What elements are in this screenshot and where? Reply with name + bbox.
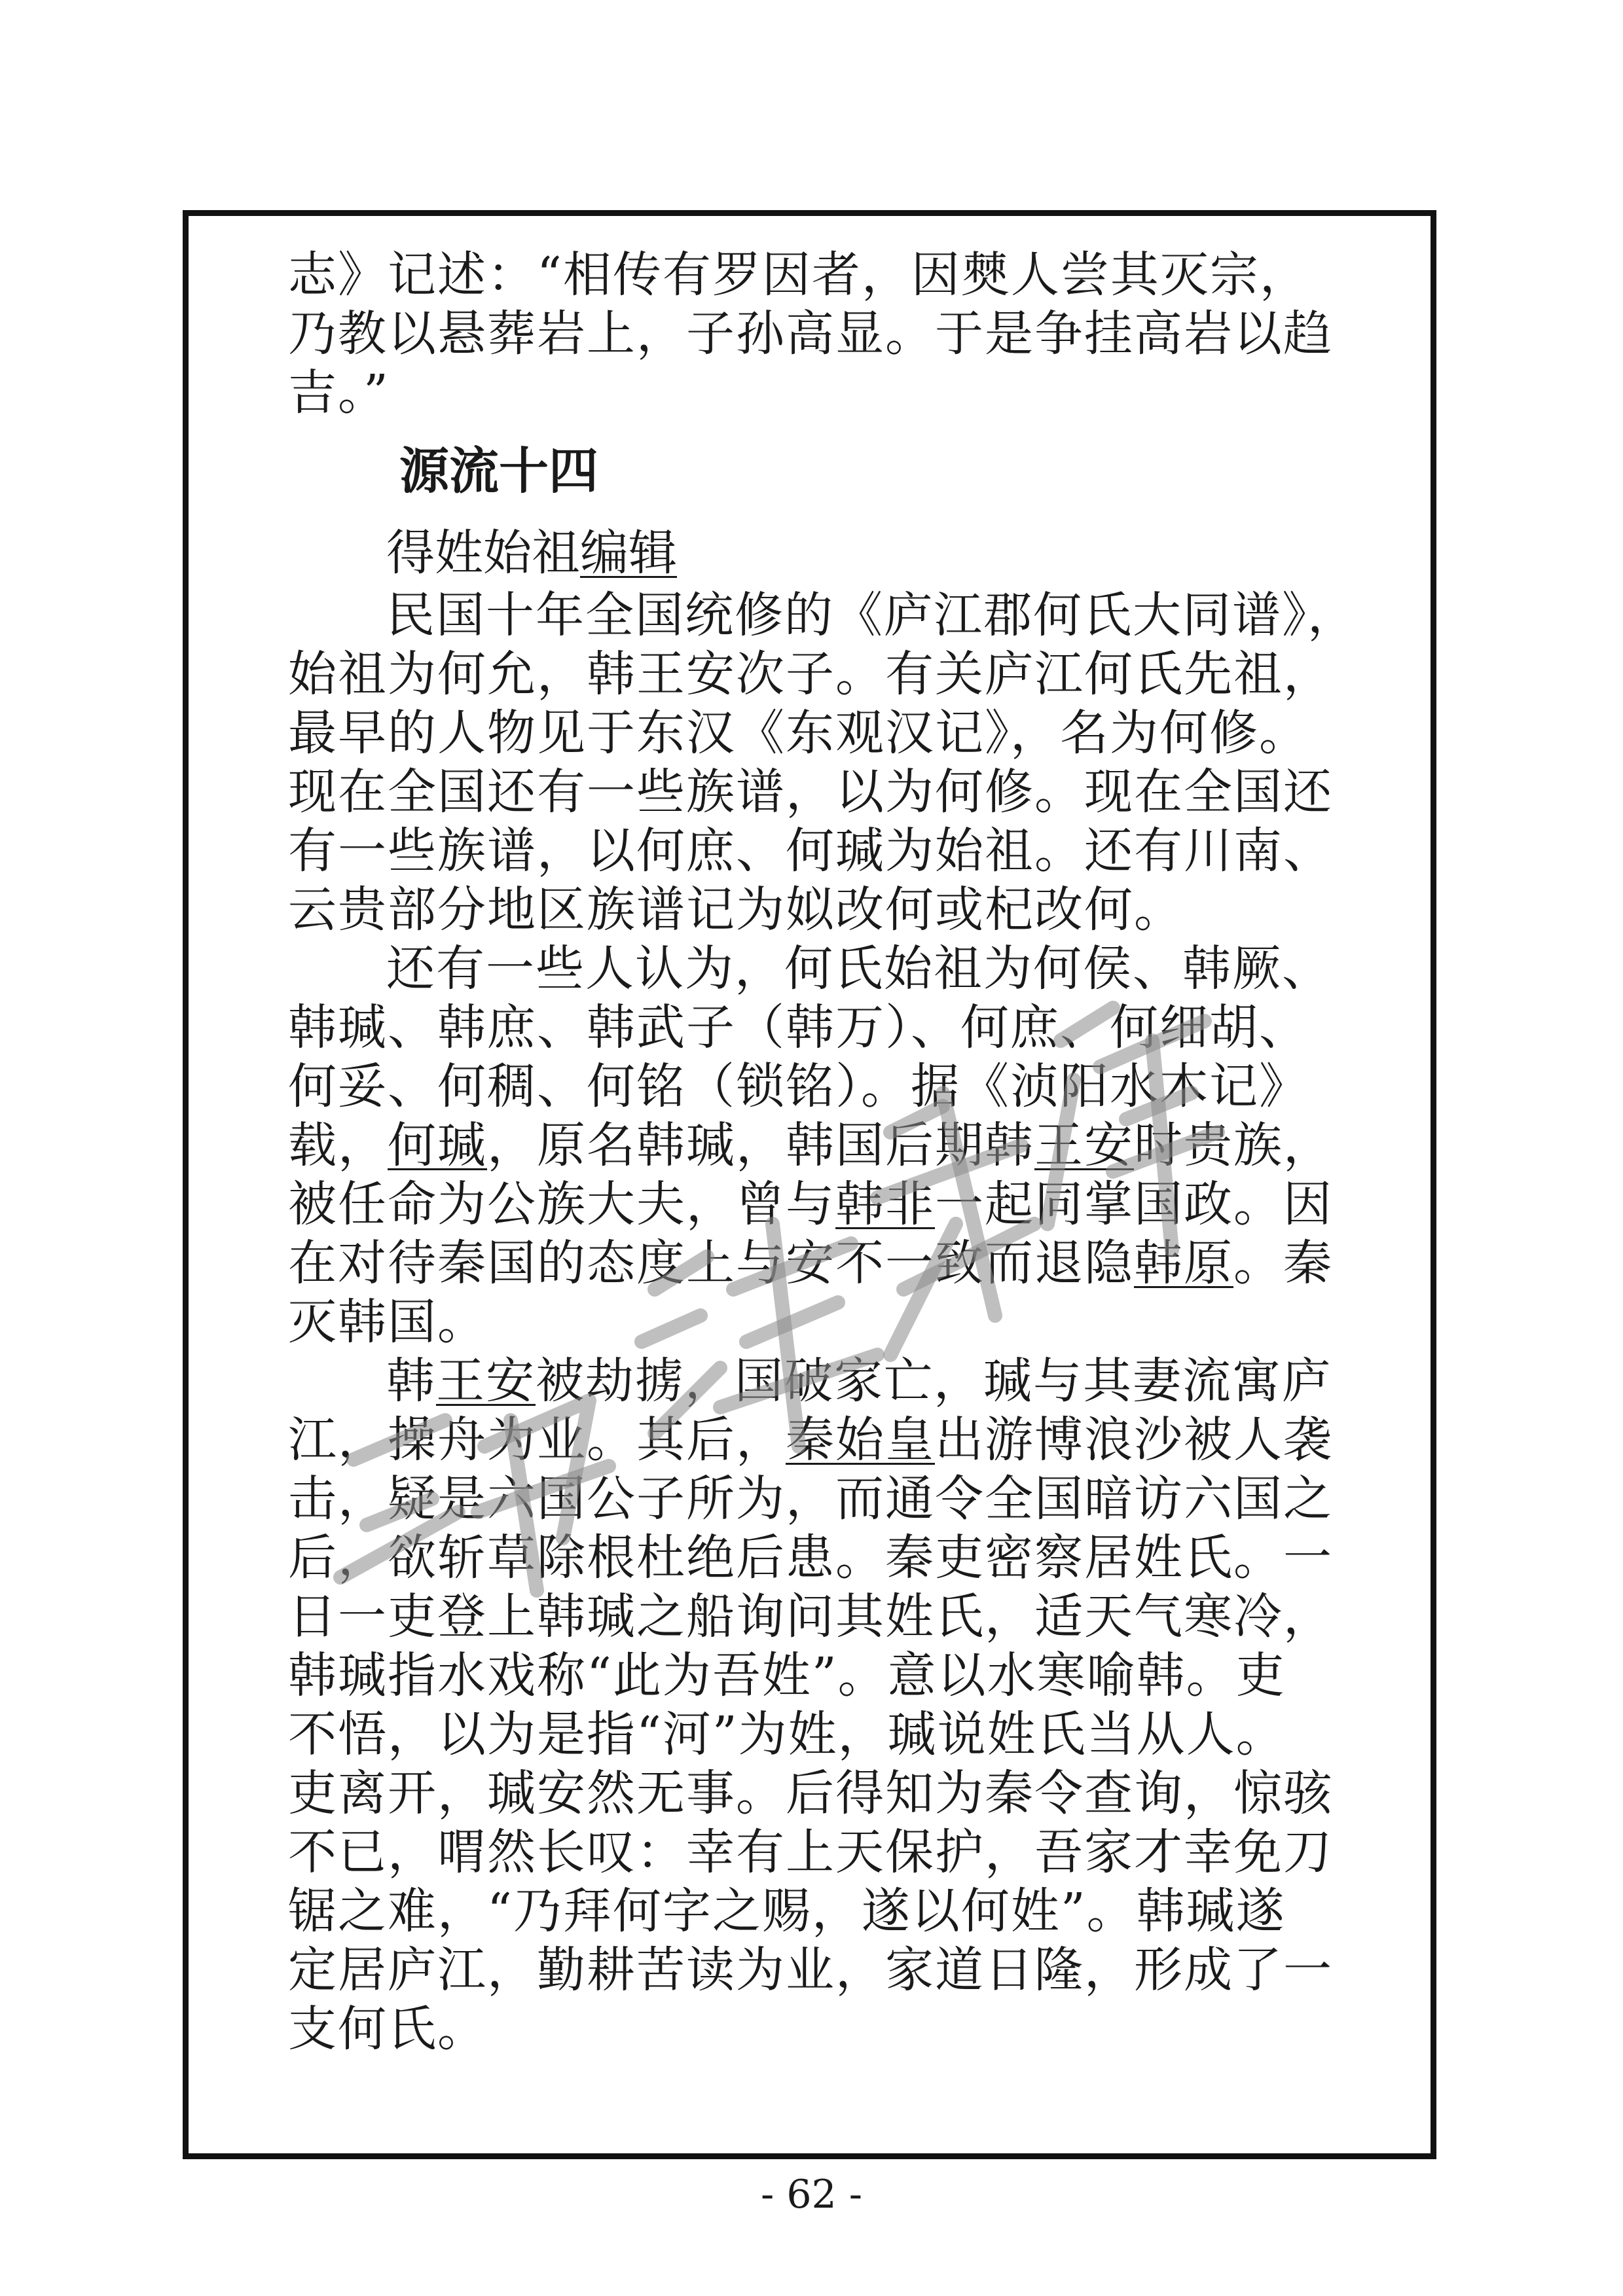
section-title: 源流十四: [399, 442, 598, 500]
text-line: 始祖为何允，韩王安次子。有关庐江何氏先祖，: [288, 646, 1333, 702]
text-line: 云贵部分地区族谱记为姒改何或杞改何。: [288, 882, 1184, 938]
section-subtitle: [288, 520, 1349, 586]
text-run: 时贵族，: [1134, 1117, 1333, 1174]
text-line: [288, 1116, 1349, 1175]
text-line: 吉。”: [288, 365, 390, 421]
text-line: 定居庐江，勤耕苦读为业，家道日隆，形成了一: [288, 1942, 1333, 1998]
text-run: 韩: [386, 1353, 436, 1409]
link-han-yuan[interactable]: 韩原: [1134, 1235, 1233, 1291]
page-number: - 62 -: [760, 2172, 863, 2217]
subtitle-text: 得姓始祖: [386, 525, 580, 581]
text-line: 韩瑊指水戏称“此为吾姓”。意以水寒喻韩。吏: [288, 1647, 1286, 1704]
text-line: [288, 1234, 1349, 1293]
text-line: 还有一些人认为，何氏始祖为何侯、韩厥、: [386, 941, 1332, 997]
text-run: ，原名韩瑊，韩国后期韩: [487, 1117, 1034, 1174]
text-line: 何妥、何稠、何铭（锁铭）。据《浈阳水木记》: [288, 1058, 1309, 1115]
text-line: 击，疑是六国公子所为，而通令全国暗访六国之: [288, 1471, 1333, 1527]
text-run: 在对待秦国的态度上与安不一致而退隐: [288, 1235, 1134, 1291]
edit-link[interactable]: 编辑: [580, 525, 677, 581]
text-run: 载，: [288, 1117, 388, 1174]
text-line: 现在全国还有一些族谱，以为何修。现在全国还: [288, 764, 1333, 820]
text-line: 不悟，以为是指“河”为姓，瑊说姓氏当从人。: [288, 1706, 1286, 1763]
text-line: 乃教以悬葬岩上，子孙高显。于是争挂高岩以趋: [288, 306, 1333, 362]
text-line: 灭韩国。: [288, 1294, 487, 1350]
text-line: 志》记述：“相传有罗因者，因僰人尝其灭宗，: [288, 247, 1309, 303]
text-run: 出游博浪沙被人袭: [935, 1412, 1333, 1468]
text-line: 有一些族谱，以何庶、何瑊为始祖。还有川南、: [288, 823, 1333, 879]
text-line: 支何氏。: [288, 2001, 487, 2057]
text-run: 被任命为公族大夫，曾与: [288, 1176, 835, 1232]
text-line: 不已，喟然长叹：幸有上天保护，吾家才幸免刀: [288, 1824, 1333, 1880]
text-line: [288, 1410, 1349, 1469]
text-line: [288, 1175, 1349, 1234]
text-line: [288, 1352, 1349, 1410]
text-line: 最早的人物见于东汉《东观汉记》，名为何修。: [288, 705, 1309, 761]
link-qin-shi-huang[interactable]: 秦始皇: [786, 1412, 935, 1468]
link-he-jian[interactable]: 何瑊: [388, 1117, 487, 1174]
link-wang-an[interactable]: 王安: [1034, 1117, 1134, 1174]
text-run: 被劫掳，国破家亡，瑊与其妻流寓庐: [536, 1353, 1332, 1409]
text-line: 锯之难，“乃拜何字之赐，遂以何姓”。韩瑊遂: [288, 1883, 1286, 1939]
link-han-fei[interactable]: 韩非: [835, 1176, 935, 1232]
text-run: 。秦: [1233, 1235, 1333, 1291]
text-line: 民国十年全国统修的《庐江郡何氏大同谱》，: [386, 587, 1357, 643]
text-line: 韩瑊、韩庶、韩武子（韩万）、何庶、何细胡、: [288, 999, 1309, 1056]
text-line: 日一吏登上韩瑊之船询问其姓氏，适天气寒冷，: [288, 1588, 1333, 1645]
text-run: 一起同掌国政。因: [935, 1176, 1333, 1232]
link-wang-an[interactable]: 王安: [436, 1353, 536, 1409]
text-line: 吏离开，瑊安然无事。后得知为秦令查询，惊骇: [288, 1765, 1333, 1821]
text-line: 后，欲斩草除根杜绝后患。秦吏密察居姓氏。一: [288, 1530, 1333, 1586]
page-content: [288, 245, 1357, 2058]
text-run: 江，操舟为业。其后，: [288, 1412, 786, 1468]
